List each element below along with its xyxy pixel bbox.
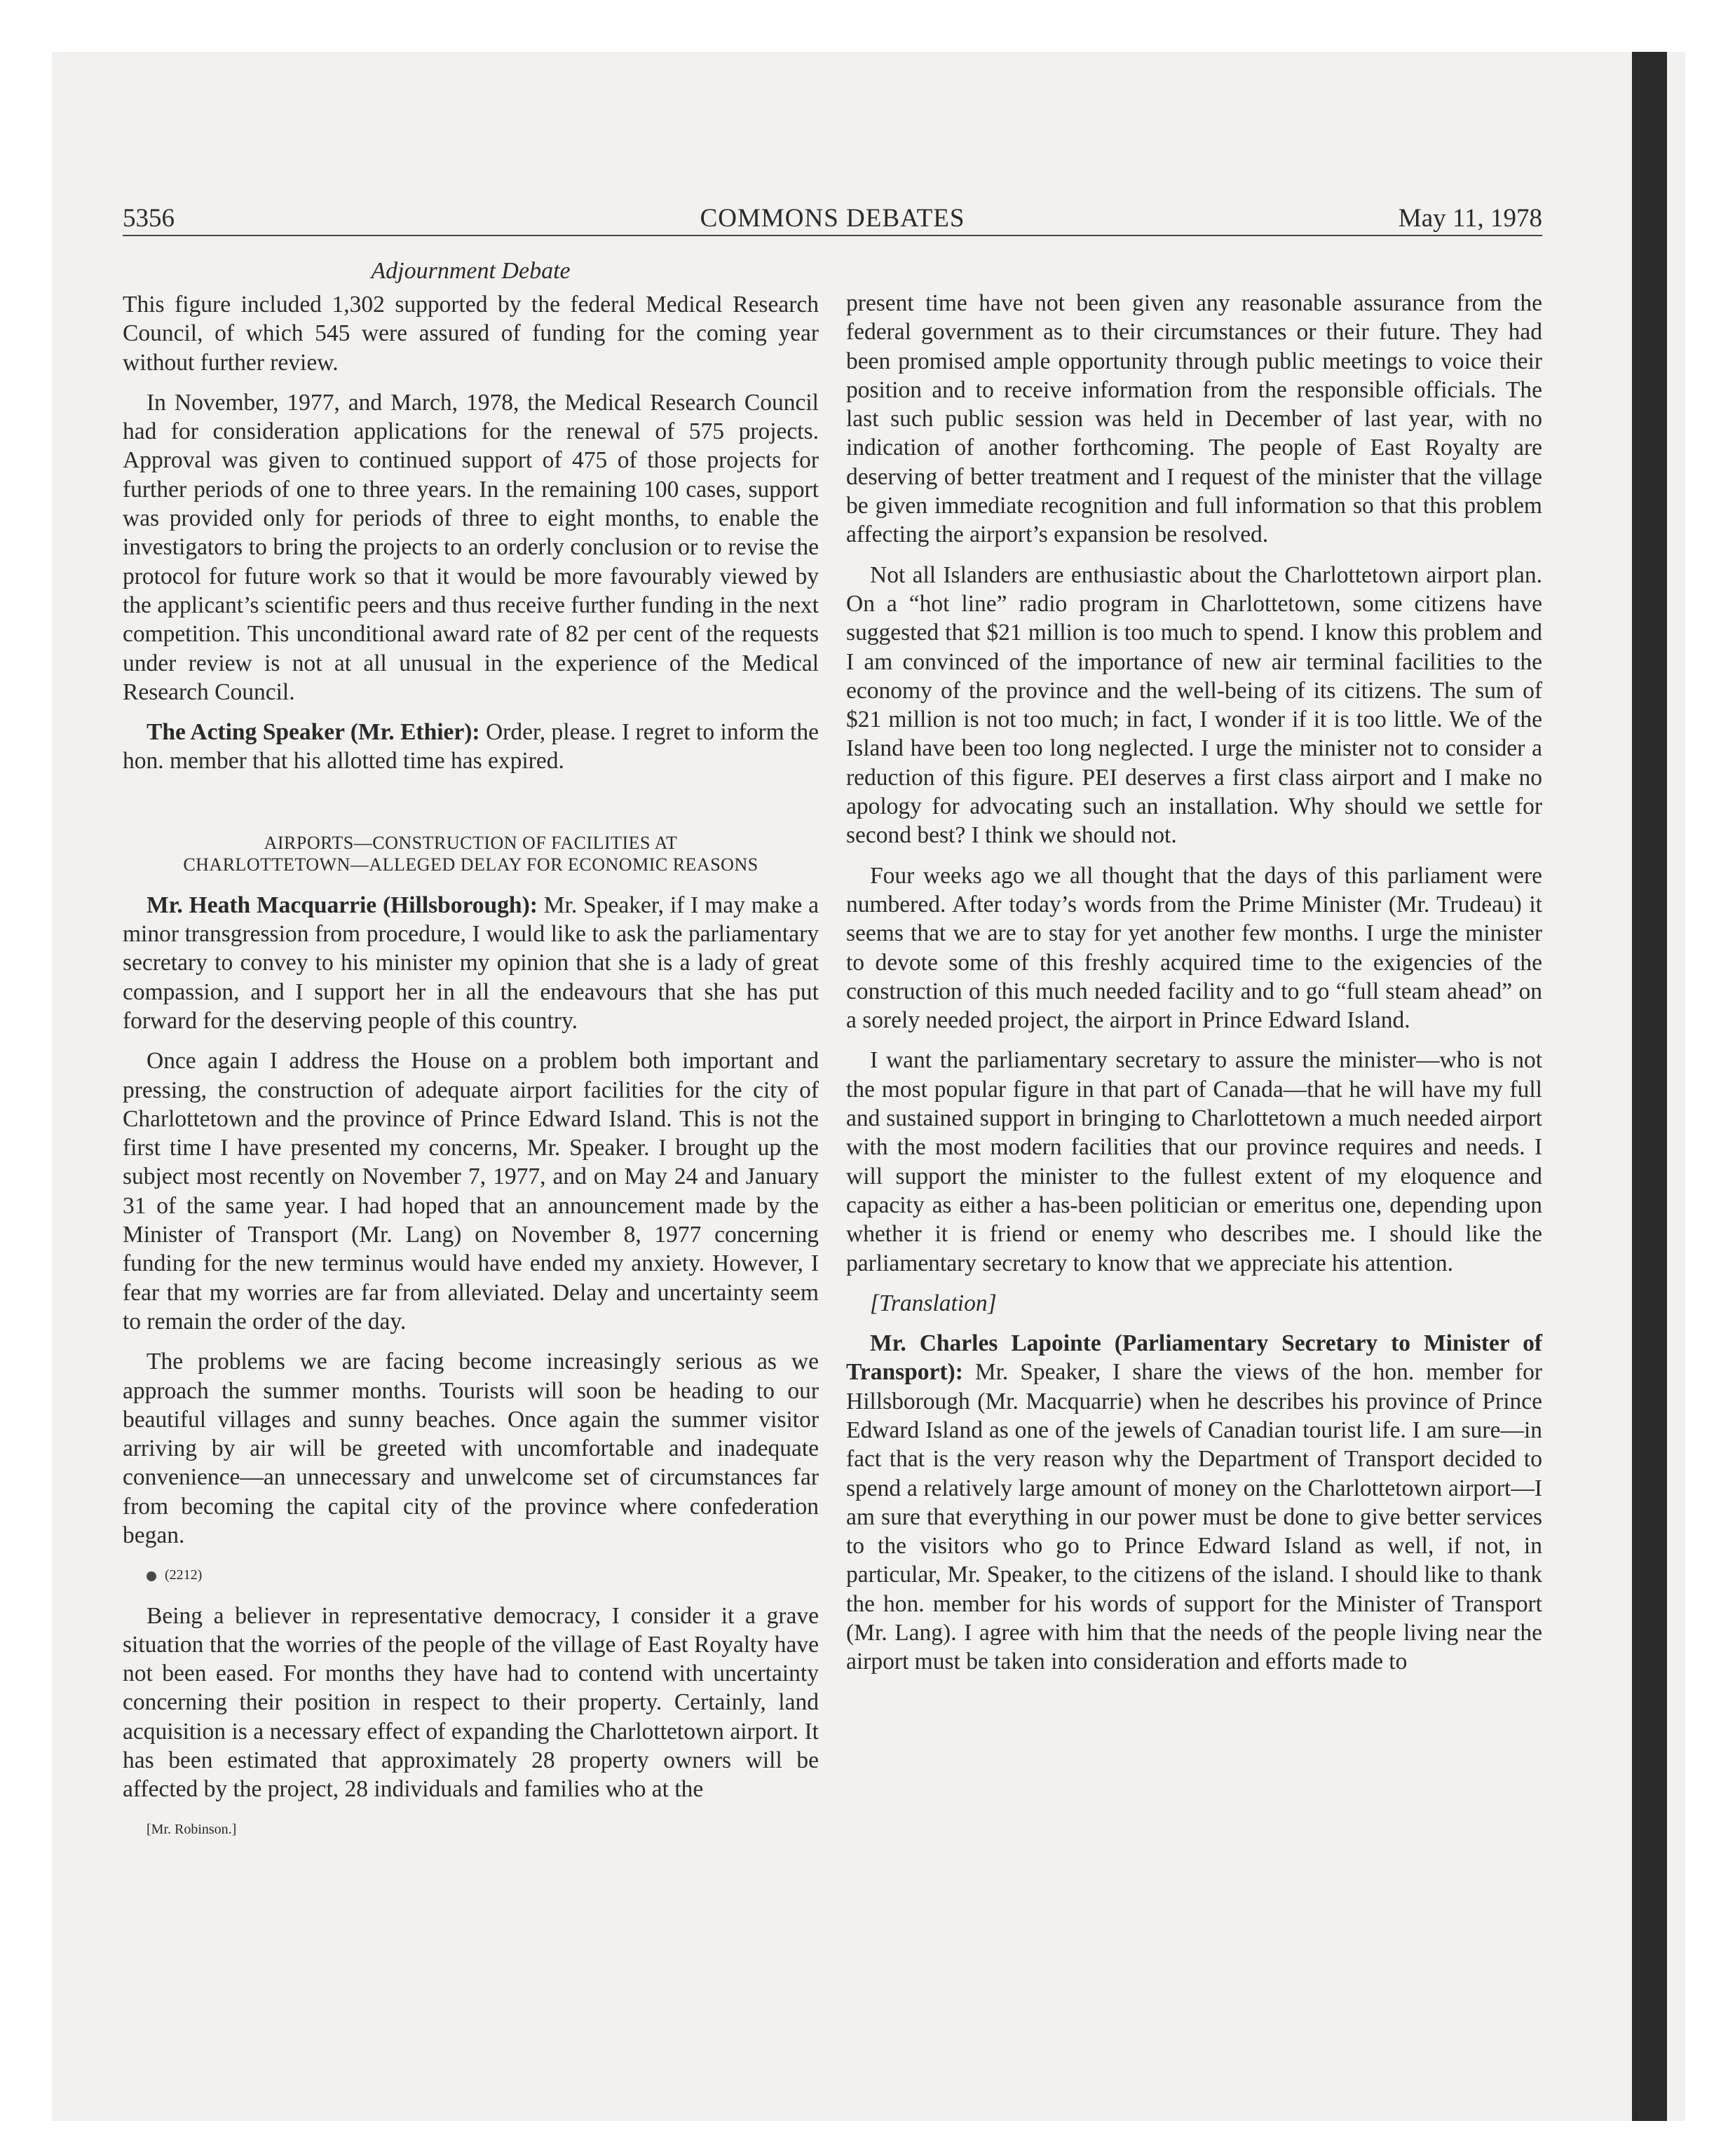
speech-text: Order, please. I regret to inform the hon. member that his allotted time has expired. bbox=[123, 719, 819, 775]
time-marker-text: (2212) bbox=[165, 1567, 203, 1583]
paragraph bbox=[846, 1329, 1542, 1677]
bullet-dot-icon bbox=[147, 1571, 156, 1581]
speech-text: Mr. Speaker, I share the views of the hon. member for Hillsborough (Mr. Macquarrie) when he describes his province of Prince Edward Island as one of the jewels of Canadian tourist life. I am sure—in fact that is the very reason why the Department of Transport decided to spend a relatively large amount of money on the Charlottetown airport—I am sure that everything in our power must be done to give better services to the visitors who go to Prince Edward Island as well, if not, in particular, Mr. Speaker, to the citizens of the island. I should like to thank the hon. member for his words of support for the Minister of Transport (Mr. Lang). I agree with him that the needs of the people living near the airport must be taken into consideration and efforts made to bbox=[846, 1359, 1542, 1675]
debate-heading bbox=[123, 832, 819, 875]
right-column bbox=[846, 289, 1542, 1688]
paragraph: Being a believer in representative democracy, I consider it a grave situation that the worries of the people of the village of East Royalty have not been eased. For months they have had to contend with uncertainty concerning their position in respect to their property. Certainly, land acquisition is a necessary effect of expanding the Charlottetown airport. It has been estimated that approximately 28 property owners will be affected by the project, 28 individuals and families who at the bbox=[123, 1602, 819, 1803]
page-date: May 11, 1978 bbox=[1398, 204, 1542, 233]
scan-edge-shadow bbox=[1632, 52, 1667, 2121]
speaker-name: The Acting Speaker (Mr. Ethier): bbox=[147, 719, 480, 746]
paragraph: Four weeks ago we all thought that the days of this parliament were numbered. After today’s words from the Prime Minister (Mr. Trudeau) it seems that we are to stay for yet another few months. I urge the minister to devote some of this freshly acquired time to the exigencies of the construction of this much needed facility and to go “full steam ahead” on a sorely needed project, the airport in Prince Edward Island. bbox=[846, 862, 1542, 1034]
speech-text: Mr. Speaker, if I may make a minor transgression from procedure, I would like to ask the parliamentary secretary to convey to his minister my opinion that she is a lady of great compassion, and I support her in all the endeavours that she has put forward for the deserving people of this country. bbox=[123, 892, 819, 1034]
time-marker bbox=[123, 1561, 819, 1590]
paragraph: The problems we are facing become increasingly serious as we approach the summer months. Tourists will soon be heading to our beautiful villages and sunny beaches. Once again the summer visitor arriving by air will be greeted with uncomfortable and inadequate convenience—an unnecessary and unwelcome set of circumstances far from becoming the capital city of the province where confederation began. bbox=[123, 1349, 819, 1548]
paragraph: I want the parliamentary secretary to assure the minister—who is not the most popular figure in that part of Canada—that he will have my full and sustained support in bringing to Charlottetown a much needed airport with the most modern facilities that our province requires and needs. I will support the minister to the fullest extent of my eloquence and capacity as either a has-been politician or emeritus one, depending upon whether it is friend or enemy who describes me. I should like the parliamentary secretary to know that we appreciate his attention. bbox=[846, 1047, 1542, 1276]
paragraph: present time have not been given any reasonable assurance from the federal government as to their circumstances or their future. They had been promised ample opportunity through public meetings to voice their position and to receive information from the responsible officials. The last such public session was held in December of last year, with no indication of another forthcoming. The people of East Royalty are deserving of better treatment and I request of the minister that the village be given immediate recognition and full information so that this problem affecting the airport’s expansion be resolved. bbox=[846, 290, 1542, 548]
paragraph bbox=[123, 891, 819, 1035]
speaker-name: Mr. Charles Lapointe (Parliamentary Secretary to Minister of Transport): bbox=[846, 1330, 1542, 1386]
speaker-name: Mr. Heath Macquarrie (Hillsborough): bbox=[147, 892, 538, 918]
header-rule bbox=[123, 235, 1542, 236]
paragraph: Not all Islanders are enthusiastic about the Charlottetown airport plan. On a “hot line” radio program in Charlottetown, some citizens have suggested that $21 million is too much to spend. I know this problem and I am convinced of the importance of new air terminal facilities to the economy of the province and the well-being of its citizens. The sum of $21 million is not too much; in fact, I wonder if it is too little. We of the Island have been too long neglected. I urge the minister not to consider a reduction of this figure. PEI deserves a first class airport and I make no apology for advocating such an installation. Why should we settle for second best? I think we should not. bbox=[846, 561, 1542, 849]
debate-heading-line: AIRPORTS—CONSTRUCTION OF FACILITIES AT bbox=[264, 832, 678, 853]
paragraph: This figure included 1,302 supported by the federal Medical Research Council, of which 545 were assured of funding for the coming year without further review. bbox=[123, 292, 819, 376]
page-number: 5356 bbox=[123, 204, 175, 233]
paragraph: Once again I address the House on a problem both important and pressing, the construction of adequate airport facilities for the city of Charlottetown and the province of Prince Edward Island. This is not the first time I have presented my concerns, Mr. Speaker. I brought up the subject most recently on November 7, 1977, and on May 24 and January 31 of the same year. I had hoped that an announcement made by the Minister of Transport (Mr. Lang) on November 8, 1977 concerning funding for the new terminus would have ended my anxiety. However, I fear that my worries are far from alleviated. Delay and uncertainty seem to remain the order of the day. bbox=[123, 1048, 819, 1335]
translation-label: [Translation] bbox=[870, 1290, 997, 1316]
paragraph: In November, 1977, and March, 1978, the Medical Research Council had for consideration applications for the renewal of 575 projects. Approval was given to continued support of 475 of those projects for further periods of one to three years. In the remaining 100 cases, support was provided only for periods of three to eight months, to enable the investigators to bring the projects to an orderly conclusion or to revise the protocol for future work so that it would be more favourably viewed by the applicant’s scientific peers and thus receive further funding in the next competition. This unconditional award rate of 82 per cent of the requests under review is not at all unusual in the experience of the Medical Research Council. bbox=[123, 389, 819, 705]
footer-note: [Mr. Robinson.] bbox=[147, 1821, 237, 1837]
debate-heading-line: CHARLOTTETOWN—ALLEGED DELAY FOR ECONOMIC REASONS bbox=[183, 854, 758, 875]
publication-title: COMMONS DEBATES bbox=[700, 204, 965, 233]
section-label: Adjournment Debate bbox=[371, 258, 571, 284]
left-column bbox=[123, 254, 819, 1855]
page-header bbox=[123, 198, 1542, 240]
paragraph bbox=[123, 718, 819, 776]
